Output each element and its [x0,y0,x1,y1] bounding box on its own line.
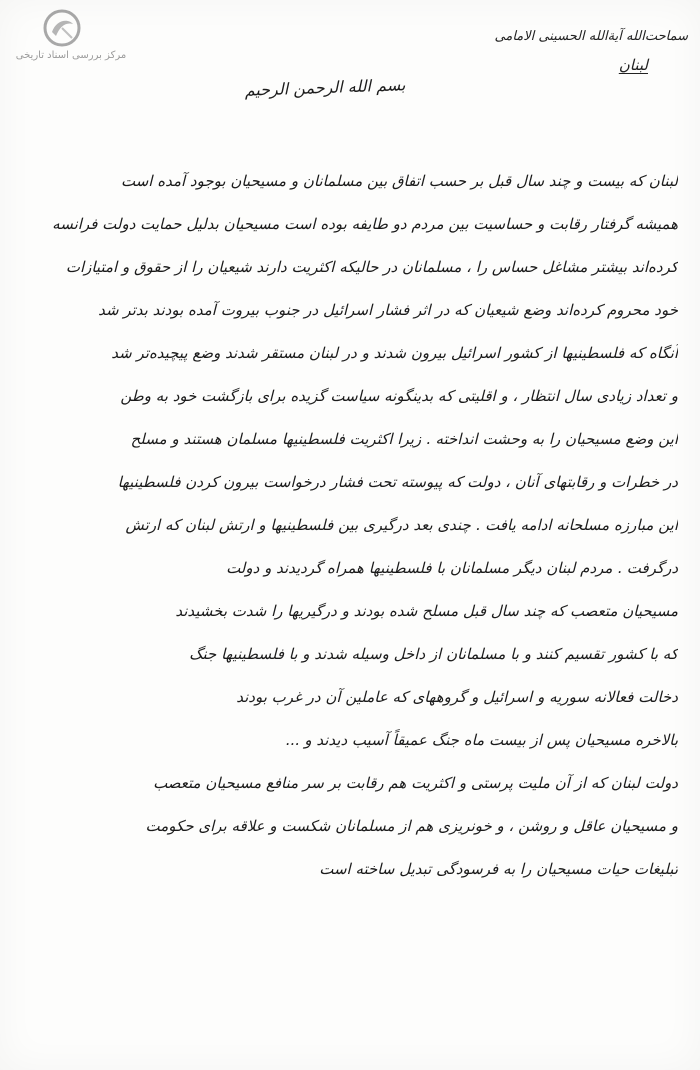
header-sender-line: س‍ماحت‌الله آية‌الله الحسینی الامامی [494,29,688,44]
body-line-13: دخالت فعالانه سوریه و اسرائیل و گروههای که عاملین آن در غرب بودند [236,688,678,706]
basmala-heading: بسم الله الرحمن الرحیم [244,75,406,100]
body-line-12: که با کشور تقسیم کنند و با مسلمانان از داخل وسیله شدند و با فلسطینیها جنگ [189,645,678,663]
body-line-3: کرده‌اند بیشتر مشاغل حساس را ، مسلمانان در حالیکه اکثریت دارند شیعیان را از حقوق و امتیازات [65,258,678,276]
body-line-17: تبلیغات حیات مسیحیان را به فرسودگی تبدیل ساخته است [319,860,678,878]
body-line-9: این مبارزه مسلحانه ادامه یافت . چندی بعد درگیری بین فلسطینیها و ارتش لبنان که ارتش [125,516,678,534]
letter-header [488,28,688,74]
body-line-8: در خطرات و رقابتهای آنان ، دولت که پیوسته تحت فشار درخواست بیرون کردن فلسطینیها [117,473,678,491]
header-subject-line: لبنان [618,56,648,74]
body-line-7: این وضع مسیحیان را به وحشت انداخته . زیرا اکثریت فلسطینیها مسلمان هستند و مسلح [130,430,678,448]
body-line-5: آنگاه که فلسطینیها از کشور اسرائیل بیرون شدند و در لبنان مستقر شدند وضع پیچیده‌تر شد [111,344,678,362]
body-line-11: مسیحیان متعصب که چند سال قبل مسلح شده بودند و درگیریها را شدت بخشیدند [175,602,678,620]
body-line-16: و مسیحیان عاقل و روشن ، و خونریزی هم از مسلمانان شکست و علاقه برای حکومت [145,817,678,835]
body-line-15: دولت لبنان که از آن ملیت پرستی و اکثریت هم رقابت بر سر منافع مسیحیان متعصب [153,774,678,792]
body-line-10: درگرفت . مردم لبنان دیگر مسلمانان با فلسطینیها همراه گردیدند و دولت [226,559,678,577]
body-line-6: و تعداد زیادی سال انتظار ، و اقلیتی که بدینگونه سیاست گزیده برای بازگشت خود به وطن [120,387,678,405]
watermark-caption: مرکز بررسی اسناد تاریخی [15,50,127,61]
letter-body [38,160,678,891]
body-line-14: بالاخره مسیحیان پس از بیست ماه جنگ عمیقاً آسیب دیدند و ... [285,731,678,749]
archive-watermark [6,6,136,66]
body-line-1: لبنان که بیست و چند سال قبل بر حسب اتفاق بین مسلمانان و مسیحیان بوجود آمده است [121,172,678,190]
archive-logo-icon [42,8,82,48]
body-line-4: خود محروم کرده‌اند وضع شیعیان که در اثر فشار اسرائیل در جنوب بیروت آمده بودند بدتر شد [98,301,678,319]
body-line-2: همیشه گرفتار رقابت و حساسیت بین مردم دو طایفه بوده است مسیحیان بدلیل حمایت دولت فرانسه [52,215,678,233]
